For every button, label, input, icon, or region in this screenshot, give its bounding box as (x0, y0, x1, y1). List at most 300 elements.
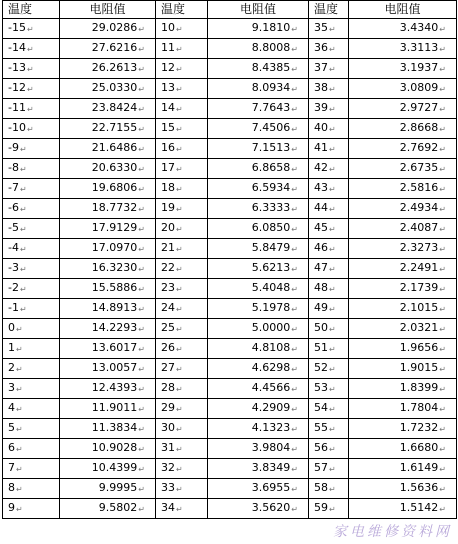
temperature-value: 14 (161, 101, 175, 115)
paragraph-mark-icon: ↵ (291, 425, 298, 435)
paragraph-mark-icon: ↵ (176, 405, 183, 415)
temperature-cell (3, 399, 60, 419)
temperature-value: 51 (314, 341, 328, 355)
paragraph-mark-icon: ↵ (138, 385, 145, 395)
temperature-cell (309, 99, 349, 119)
paragraph-mark-icon: ↵ (19, 265, 27, 275)
resistance-cell (60, 279, 156, 299)
resistance-value: 4.6298 (251, 361, 291, 375)
resistance-value: 20.6330 (91, 161, 138, 175)
resistance-cell (60, 479, 156, 499)
resistance-value: 7.4506 (251, 121, 291, 135)
temperature-cell (309, 239, 349, 259)
resistance-cell (208, 199, 309, 219)
paragraph-mark-icon: ↵ (439, 325, 446, 335)
paragraph-mark-icon: ↵ (16, 345, 23, 355)
resistance-cell (349, 19, 457, 39)
header-resistance: 电阻值 (60, 1, 156, 19)
resistance-value: 2.6735 (399, 161, 439, 175)
temperature-value: 41 (314, 141, 328, 155)
temperature-cell (3, 99, 60, 119)
temperature-value: 52 (314, 361, 328, 375)
resistance-value: 2.8668 (399, 121, 439, 135)
paragraph-mark-icon: ↵ (138, 225, 145, 235)
paragraph-mark-icon: ↵ (329, 105, 336, 115)
temperature-value: 55 (314, 421, 328, 435)
temperature-value: 38 (314, 81, 328, 95)
paragraph-mark-icon: ↵ (26, 125, 34, 135)
resistance-cell (349, 159, 457, 179)
resistance-value: 3.5620 (251, 501, 291, 515)
paragraph-mark-icon: ↵ (16, 405, 23, 415)
paragraph-mark-icon: ↵ (176, 365, 183, 375)
table-body (3, 19, 457, 519)
temperature-value: 53 (314, 381, 328, 395)
resistance-cell (208, 159, 309, 179)
table-row (3, 79, 457, 99)
temperature-cell (309, 339, 349, 359)
paragraph-mark-icon: ↵ (329, 185, 336, 195)
temperature-value: 1 (8, 341, 15, 355)
temperature-value: -13 (8, 61, 26, 75)
header-temperature: 温度 (3, 1, 60, 19)
paragraph-mark-icon: ↵ (176, 125, 183, 135)
temperature-cell (309, 259, 349, 279)
temperature-value: 59 (314, 501, 328, 515)
temperature-cell (156, 139, 208, 159)
temperature-value: 48 (314, 281, 328, 295)
paragraph-mark-icon: ↵ (329, 265, 336, 275)
resistance-cell (208, 439, 309, 459)
resistance-value: 6.0850 (251, 221, 291, 235)
paragraph-mark-icon: ↵ (138, 25, 145, 35)
paragraph-mark-icon: ↵ (291, 505, 298, 515)
temperature-cell (3, 359, 60, 379)
resistance-value: 2.1739 (399, 281, 439, 295)
resistance-value: 15.5886 (91, 281, 138, 295)
resistance-cell (60, 259, 156, 279)
temperature-value: 31 (161, 441, 175, 455)
paragraph-mark-icon: ↵ (291, 205, 298, 215)
paragraph-mark-icon: ↵ (16, 325, 23, 335)
resistance-cell (208, 99, 309, 119)
paragraph-mark-icon: ↵ (439, 85, 446, 95)
resistance-value: 1.5636 (399, 481, 439, 495)
resistance-value: 10.4399 (91, 461, 138, 475)
resistance-cell (349, 239, 457, 259)
temperature-cell (156, 479, 208, 499)
resistance-cell (349, 419, 457, 439)
paragraph-mark-icon: ↵ (329, 125, 336, 135)
resistance-value: 21.6486 (91, 141, 138, 155)
resistance-value: 17.9129 (91, 221, 138, 235)
resistance-cell (349, 59, 457, 79)
paragraph-mark-icon: ↵ (329, 305, 336, 315)
resistance-cell (60, 379, 156, 399)
paragraph-mark-icon: ↵ (329, 405, 336, 415)
paragraph-mark-icon: ↵ (176, 105, 183, 115)
resistance-value: 4.2909 (251, 401, 291, 415)
resistance-value: 1.7232 (399, 421, 439, 435)
temperature-cell (3, 79, 60, 99)
resistance-value: 1.9015 (399, 361, 439, 375)
temperature-cell (309, 279, 349, 299)
temperature-value: 4 (8, 401, 15, 415)
resistance-cell (60, 499, 156, 519)
temperature-cell (309, 119, 349, 139)
paragraph-mark-icon: ↵ (329, 85, 336, 95)
resistance-cell (208, 139, 309, 159)
paragraph-mark-icon: ↵ (329, 445, 336, 455)
resistance-cell (349, 359, 457, 379)
temperature-cell (156, 319, 208, 339)
temperature-cell (156, 439, 208, 459)
temperature-cell (156, 419, 208, 439)
temperature-cell (156, 199, 208, 219)
paragraph-mark-icon: ↵ (138, 325, 145, 335)
resistance-value: 3.4340 (399, 21, 439, 35)
paragraph-mark-icon: ↵ (176, 325, 183, 335)
resistance-cell (60, 159, 156, 179)
paragraph-mark-icon: ↵ (439, 185, 446, 195)
paragraph-mark-icon: ↵ (176, 25, 183, 35)
paragraph-mark-icon: ↵ (329, 385, 336, 395)
temperature-value: 30 (161, 421, 175, 435)
paragraph-mark-icon: ↵ (176, 505, 183, 515)
table-row (3, 159, 457, 179)
temperature-cell (3, 439, 60, 459)
resistance-cell (349, 499, 457, 519)
paragraph-mark-icon: ↵ (176, 285, 183, 295)
paragraph-mark-icon: ↵ (176, 245, 183, 255)
resistance-cell (60, 139, 156, 159)
paragraph-mark-icon: ↵ (291, 185, 298, 195)
paragraph-mark-icon: ↵ (138, 105, 145, 115)
resistance-value: 1.5142 (399, 501, 439, 515)
resistance-cell (349, 319, 457, 339)
table-row (3, 299, 457, 319)
table-row (3, 499, 457, 519)
table-row (3, 239, 457, 259)
header-row (3, 1, 457, 19)
temperature-cell (309, 439, 349, 459)
temperature-value: 35 (314, 21, 328, 35)
temperature-value: 10 (161, 21, 175, 35)
paragraph-mark-icon: ↵ (176, 205, 183, 215)
temperature-cell (3, 459, 60, 479)
table-row (3, 99, 457, 119)
table-row (3, 439, 457, 459)
paragraph-mark-icon: ↵ (138, 205, 145, 215)
paragraph-mark-icon: ↵ (329, 345, 336, 355)
paragraph-mark-icon: ↵ (329, 245, 336, 255)
resistance-value: 3.0809 (399, 81, 439, 95)
temperature-value: 5 (8, 421, 15, 435)
resistance-cell (208, 339, 309, 359)
temperature-cell (3, 139, 60, 159)
temperature-cell (3, 279, 60, 299)
temperature-cell (156, 159, 208, 179)
temperature-cell (156, 19, 208, 39)
table-row (3, 119, 457, 139)
paragraph-mark-icon: ↵ (176, 445, 183, 455)
resistance-value: 2.4934 (399, 201, 439, 215)
temperature-value: 49 (314, 301, 328, 315)
temperature-cell (3, 119, 60, 139)
resistance-cell (60, 359, 156, 379)
temperature-value: 45 (314, 221, 328, 235)
resistance-cell (208, 79, 309, 99)
paragraph-mark-icon: ↵ (138, 165, 145, 175)
paragraph-mark-icon: ↵ (329, 205, 336, 215)
resistance-cell (208, 419, 309, 439)
temperature-value: 36 (314, 41, 328, 55)
resistance-value: 12.4393 (91, 381, 138, 395)
resistance-value: 29.0286 (91, 21, 138, 35)
temperature-cell (3, 39, 60, 59)
resistance-cell (349, 39, 457, 59)
resistance-value: 5.0000 (251, 321, 291, 335)
paragraph-mark-icon: ↵ (291, 365, 298, 375)
paragraph-mark-icon: ↵ (439, 25, 446, 35)
resistance-value: 3.6955 (251, 481, 291, 495)
paragraph-mark-icon: ↵ (291, 325, 298, 335)
paragraph-mark-icon: ↵ (329, 225, 336, 235)
temperature-cell (309, 199, 349, 219)
resistance-cell (208, 59, 309, 79)
temperature-value: 22 (161, 261, 175, 275)
temperature-value: 28 (161, 381, 175, 395)
resistance-value: 8.0934 (251, 81, 291, 95)
paragraph-mark-icon: ↵ (291, 165, 298, 175)
resistance-cell (349, 179, 457, 199)
header-resistance: 电阻值 (208, 1, 309, 19)
temperature-value: 21 (161, 241, 175, 255)
paragraph-mark-icon: ↵ (291, 265, 298, 275)
paragraph-mark-icon: ↵ (329, 365, 336, 375)
temperature-value: 32 (161, 461, 175, 475)
temperature-cell (156, 179, 208, 199)
resistance-cell (60, 39, 156, 59)
resistance-cell (349, 399, 457, 419)
resistance-value: 3.8349 (251, 461, 291, 475)
temperature-cell (156, 399, 208, 419)
paragraph-mark-icon: ↵ (291, 45, 298, 55)
resistance-cell (60, 339, 156, 359)
resistance-value: 16.3230 (91, 261, 138, 275)
temperature-cell (309, 219, 349, 239)
paragraph-mark-icon: ↵ (329, 45, 336, 55)
resistance-value: 2.5816 (399, 181, 439, 195)
resistance-cell (349, 299, 457, 319)
temperature-value: 29 (161, 401, 175, 415)
temperature-cell (3, 239, 60, 259)
paragraph-mark-icon: ↵ (176, 185, 183, 195)
resistance-cell (208, 279, 309, 299)
resistance-value: 9.5802 (98, 501, 138, 515)
resistance-cell (208, 299, 309, 319)
resistance-value: 6.3333 (251, 201, 291, 215)
temperature-value: 13 (161, 81, 175, 95)
paragraph-mark-icon: ↵ (176, 385, 183, 395)
temperature-cell (156, 79, 208, 99)
temperature-value: 58 (314, 481, 328, 495)
resistance-value: 26.2613 (91, 61, 138, 75)
temperature-value: 17 (161, 161, 175, 175)
resistance-cell (60, 119, 156, 139)
temperature-cell (309, 19, 349, 39)
table-row (3, 199, 457, 219)
temperature-cell (3, 199, 60, 219)
resistance-value: 23.8424 (91, 101, 138, 115)
temperature-value: 40 (314, 121, 328, 135)
paragraph-mark-icon: ↵ (291, 145, 298, 155)
temperature-value: 11 (161, 41, 175, 55)
resistance-cell (208, 19, 309, 39)
temperature-value: -9 (8, 141, 19, 155)
paragraph-mark-icon: ↵ (138, 345, 145, 355)
paragraph-mark-icon: ↵ (138, 305, 145, 315)
resistance-value: 6.8658 (251, 161, 291, 175)
paragraph-mark-icon: ↵ (138, 425, 145, 435)
temperature-value: -12 (8, 81, 26, 95)
temperature-cell (309, 319, 349, 339)
paragraph-mark-icon: ↵ (138, 245, 145, 255)
temperature-cell (156, 459, 208, 479)
resistance-cell (60, 439, 156, 459)
temperature-value: 20 (161, 221, 175, 235)
temperature-cell (156, 239, 208, 259)
resistance-table (2, 0, 457, 519)
paragraph-mark-icon: ↵ (16, 445, 23, 455)
temperature-value: 0 (8, 321, 15, 335)
paragraph-mark-icon: ↵ (291, 405, 298, 415)
resistance-value: 4.1323 (251, 421, 291, 435)
temperature-value: 18 (161, 181, 175, 195)
table-row (3, 219, 457, 239)
paragraph-mark-icon: ↵ (138, 285, 145, 295)
paragraph-mark-icon: ↵ (138, 145, 145, 155)
temperature-cell (156, 99, 208, 119)
paragraph-mark-icon: ↵ (26, 45, 34, 55)
resistance-value: 9.9995 (98, 481, 138, 495)
temperature-cell (3, 419, 60, 439)
paragraph-mark-icon: ↵ (176, 265, 183, 275)
paragraph-mark-icon: ↵ (329, 165, 336, 175)
resistance-value: 2.7692 (399, 141, 439, 155)
temperature-value: 50 (314, 321, 328, 335)
paragraph-mark-icon: ↵ (138, 405, 145, 415)
resistance-value: 6.5934 (251, 181, 291, 195)
temperature-value: 39 (314, 101, 328, 115)
resistance-cell (208, 179, 309, 199)
table-row (3, 359, 457, 379)
resistance-value: 8.8008 (251, 41, 291, 55)
resistance-cell (208, 399, 309, 419)
table-row (3, 139, 457, 159)
paragraph-mark-icon: ↵ (291, 25, 298, 35)
paragraph-mark-icon: ↵ (439, 425, 446, 435)
resistance-cell (60, 239, 156, 259)
paragraph-mark-icon: ↵ (176, 165, 183, 175)
temperature-cell (156, 379, 208, 399)
temperature-value: 44 (314, 201, 328, 215)
paragraph-mark-icon: ↵ (439, 105, 446, 115)
paragraph-mark-icon: ↵ (16, 425, 23, 435)
table-row (3, 259, 457, 279)
temperature-cell (156, 339, 208, 359)
resistance-value: 4.4566 (251, 381, 291, 395)
paragraph-mark-icon: ↵ (19, 185, 27, 195)
paragraph-mark-icon: ↵ (26, 65, 34, 75)
paragraph-mark-icon: ↵ (329, 325, 336, 335)
paragraph-mark-icon: ↵ (291, 345, 298, 355)
temperature-value: -10 (8, 121, 26, 135)
resistance-value: 2.4087 (399, 221, 439, 235)
resistance-cell (208, 239, 309, 259)
temperature-cell (3, 299, 60, 319)
table-row (3, 59, 457, 79)
paragraph-mark-icon: ↵ (138, 65, 145, 75)
paragraph-mark-icon: ↵ (329, 25, 336, 35)
paragraph-mark-icon: ↵ (176, 45, 183, 55)
table-row (3, 279, 457, 299)
table-row (3, 459, 457, 479)
paragraph-mark-icon: ↵ (291, 245, 298, 255)
paragraph-mark-icon: ↵ (138, 45, 145, 55)
resistance-cell (208, 459, 309, 479)
temperature-cell (309, 79, 349, 99)
paragraph-mark-icon: ↵ (439, 505, 446, 515)
temperature-value: -7 (8, 181, 19, 195)
temperature-value: 12 (161, 61, 175, 75)
paragraph-mark-icon: ↵ (291, 285, 298, 295)
paragraph-mark-icon: ↵ (439, 385, 446, 395)
resistance-cell (60, 59, 156, 79)
resistance-value: 19.6806 (91, 181, 138, 195)
paragraph-mark-icon: ↵ (291, 125, 298, 135)
temperature-value: -5 (8, 221, 19, 235)
paragraph-mark-icon: ↵ (138, 505, 145, 515)
temperature-cell (3, 59, 60, 79)
resistance-value: 2.2491 (399, 261, 439, 275)
temperature-cell (3, 259, 60, 279)
paragraph-mark-icon: ↵ (439, 365, 446, 375)
temperature-cell (3, 219, 60, 239)
resistance-value: 1.7804 (399, 401, 439, 415)
temperature-cell (309, 379, 349, 399)
temperature-value: 33 (161, 481, 175, 495)
resistance-cell (208, 39, 309, 59)
temperature-cell (309, 499, 349, 519)
paragraph-mark-icon: ↵ (176, 485, 183, 495)
resistance-value: 14.2293 (91, 321, 138, 335)
resistance-value: 5.1978 (251, 301, 291, 315)
paragraph-mark-icon: ↵ (439, 125, 446, 135)
paragraph-mark-icon: ↵ (329, 145, 336, 155)
temperature-cell (3, 159, 60, 179)
paragraph-mark-icon: ↵ (439, 225, 446, 235)
paragraph-mark-icon: ↵ (138, 265, 145, 275)
paragraph-mark-icon: ↵ (176, 225, 183, 235)
temperature-value: -6 (8, 201, 19, 215)
resistance-cell (349, 99, 457, 119)
resistance-cell (208, 479, 309, 499)
paragraph-mark-icon: ↵ (329, 485, 336, 495)
resistance-cell (208, 499, 309, 519)
resistance-value: 7.7643 (251, 101, 291, 115)
temperature-value: 26 (161, 341, 175, 355)
